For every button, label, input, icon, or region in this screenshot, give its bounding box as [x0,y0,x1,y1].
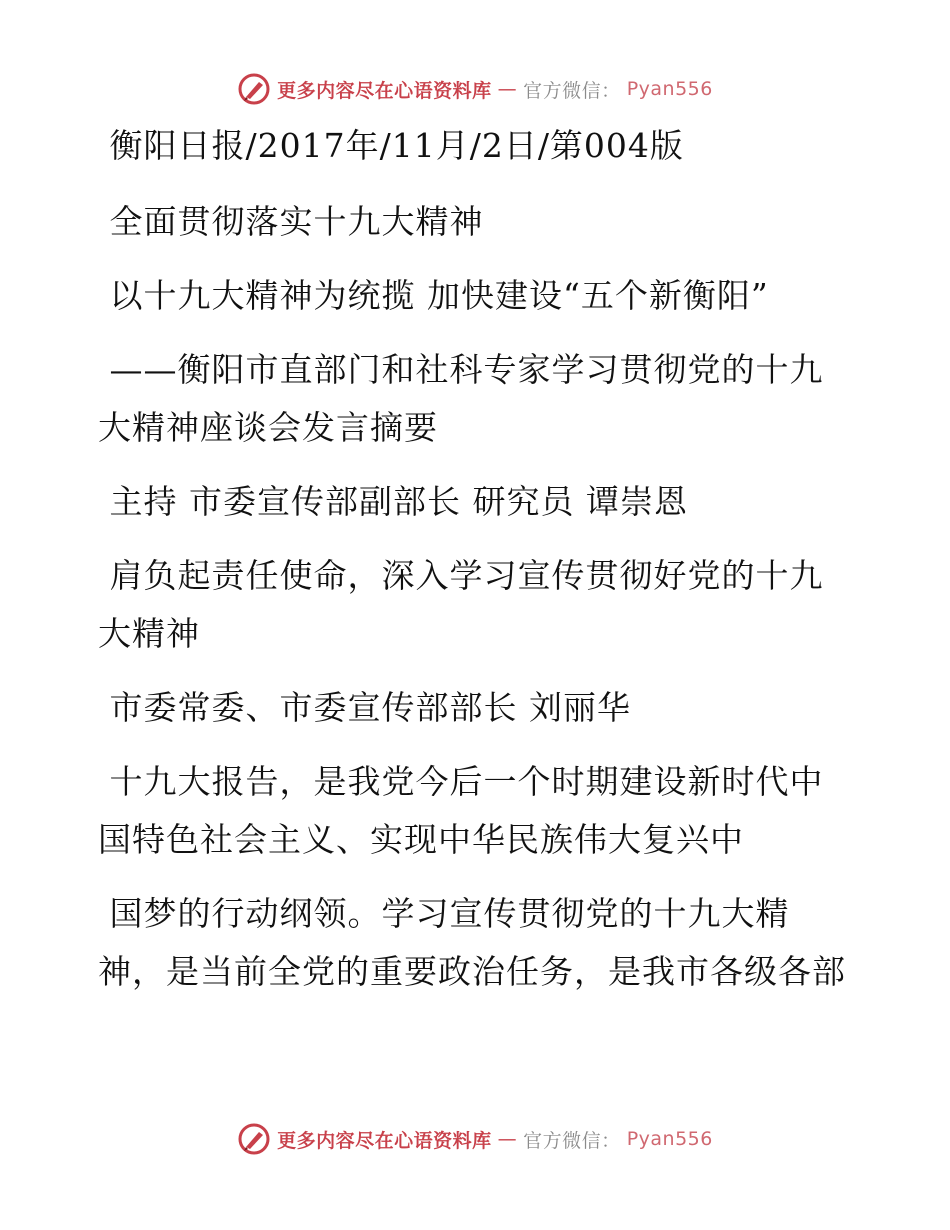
pen-logo-icon [237,1122,271,1156]
body-paragraph-line-2: 国特色社会主义、实现中华民族伟大复兴中 [98,820,744,859]
footer-watermark [0,1122,950,1156]
watermark-title: 更多内容尽在心语资料库 [277,1129,492,1152]
body-paragraph-line-3: 国梦的行动纲领。学习宣传贯彻党的十九大精 [98,894,790,933]
watermark-wechat-label: 官方微信： [523,1129,621,1152]
headline: 以十九大精神为统揽 加快建设“五个新衡阳” [98,276,769,315]
host-line: 主持 市委宣传部副部长 研究员 谭崇恩 [98,482,688,521]
speaker-line: 市委常委、市委宣传部部长 刘丽华 [98,688,631,727]
section-title: 全面贯彻落实十九大精神 [98,202,484,241]
body-paragraph-line-4: 神，是当前全党的重要政治任务，是我市各级各部 [98,952,846,991]
watermark-dash: — [497,78,518,100]
watermark-wechat-label: 官方微信： [523,79,621,102]
newspaper-source-line: 衡阳日报/2017年/11月/2日/第004版 [98,126,684,165]
header-watermark [0,72,950,106]
subheadline-line-2: 大精神座谈会发言摘要 [98,408,438,447]
body-paragraph-line-1: 十九大报告，是我党今后一个时期建设新时代中 [98,762,824,801]
speech-title-line-2: 大精神 [98,614,200,653]
watermark-wechat-id: Pyan556 [626,78,713,100]
subheadline-line-1: ——衡阳市直部门和社科专家学习贯彻党的十九 [98,350,824,389]
watermark-title: 更多内容尽在心语资料库 [277,79,492,102]
watermark-wechat-id: Pyan556 [626,1128,713,1150]
pen-logo-icon [237,72,271,106]
watermark-dash: — [497,1128,518,1150]
speech-title-line-1: 肩负起责任使命，深入学习宣传贯彻好党的十九 [98,556,824,595]
